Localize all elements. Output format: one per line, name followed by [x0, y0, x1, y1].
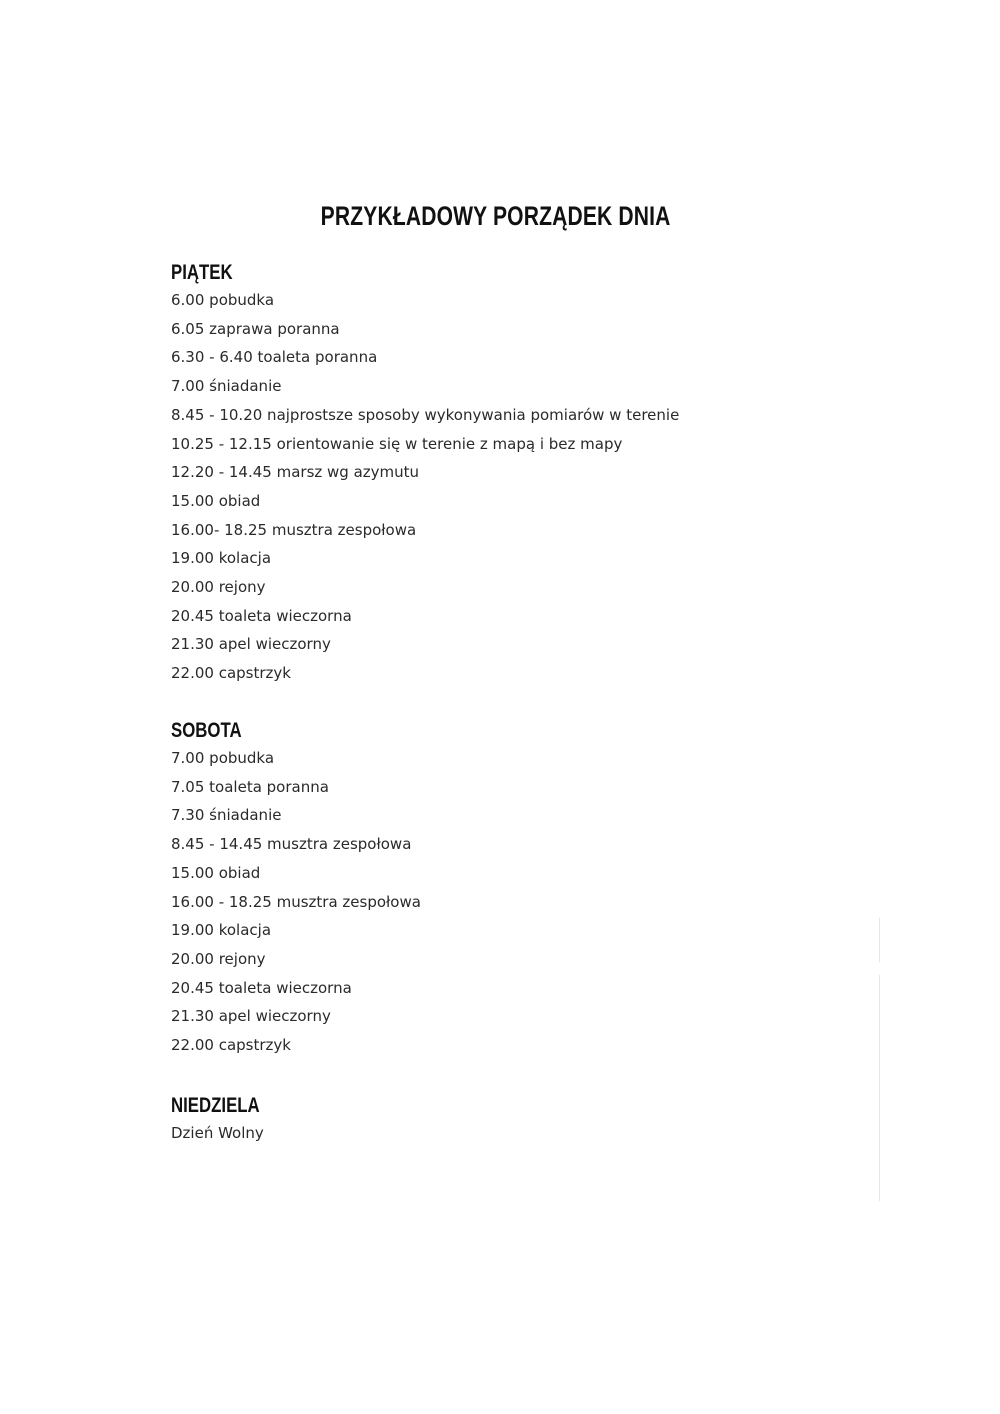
schedule-entry: 7.00 pobudka: [171, 749, 275, 767]
schedule-entry: 7.00 śniadanie: [171, 377, 282, 396]
schedule-entry: 21.30 apel wieczorny: [171, 1007, 331, 1026]
schedule-entry: 20.45 toaleta wieczorna: [171, 978, 352, 997]
day-title: PIĄTEK: [171, 261, 233, 284]
day-title: NIEDZIELA: [171, 1094, 260, 1117]
margin-line: [879, 975, 880, 1201]
schedule-entry: 16.00- 18.25 musztra zespołowa: [171, 520, 417, 539]
schedule-entry: 10.25 - 12.15 orientowanie się w terenie z mapą i bez mapy: [171, 434, 623, 453]
schedule-entry: 8.45 - 10.20 najprostsze sposoby wykonywania pomiarów w terenie: [171, 405, 680, 424]
schedule-entry: 6.00 pobudka: [171, 291, 275, 309]
day-title: SOBOTA: [171, 719, 242, 742]
schedule-entry: 6.05 zaprawa poranna: [171, 319, 340, 338]
day-section-sunday: [171, 1093, 282, 1148]
schedule-entry: 15.00 obiad: [171, 491, 261, 510]
schedule-entry: Dzień Wolny: [171, 1124, 264, 1142]
schedule-entry: 8.45 - 14.45 musztra zespołowa: [171, 835, 412, 854]
day-section-saturday: [171, 718, 421, 1060]
schedule-entry: 22.00 capstrzyk: [171, 1036, 291, 1055]
schedule-entry: 19.00 kolacja: [171, 549, 272, 568]
schedule-entry: 16.00 - 18.25 musztra zespołowa: [171, 892, 421, 911]
schedule-entry: 6.30 - 6.40 toaleta poranna: [171, 348, 378, 367]
page-title: PRZYKŁADOWY PORZĄDEK DNIA: [320, 201, 671, 231]
day-section-friday: [171, 260, 679, 688]
schedule-list: [171, 286, 679, 688]
schedule-entry: 7.05 toaleta poranna: [171, 777, 329, 796]
schedule-entry: 19.00 kolacja: [171, 921, 272, 940]
schedule-entry: 15.00 obiad: [171, 863, 261, 882]
schedule-list: [171, 744, 421, 1060]
schedule-entry: 20.00 rejony: [171, 578, 266, 597]
schedule-entry: 20.00 rejony: [171, 949, 266, 968]
schedule-entry: 12.20 - 14.45 marsz wg azymutu: [171, 463, 420, 482]
schedule-entry: 7.30 śniadanie: [171, 806, 282, 825]
schedule-entry: 21.30 apel wieczorny: [171, 635, 331, 654]
schedule-entry: 22.00 capstrzyk: [171, 664, 291, 683]
schedule-list: [171, 1119, 282, 1148]
margin-line: [879, 918, 880, 962]
schedule-entry: 20.45 toaleta wieczorna: [171, 606, 352, 625]
